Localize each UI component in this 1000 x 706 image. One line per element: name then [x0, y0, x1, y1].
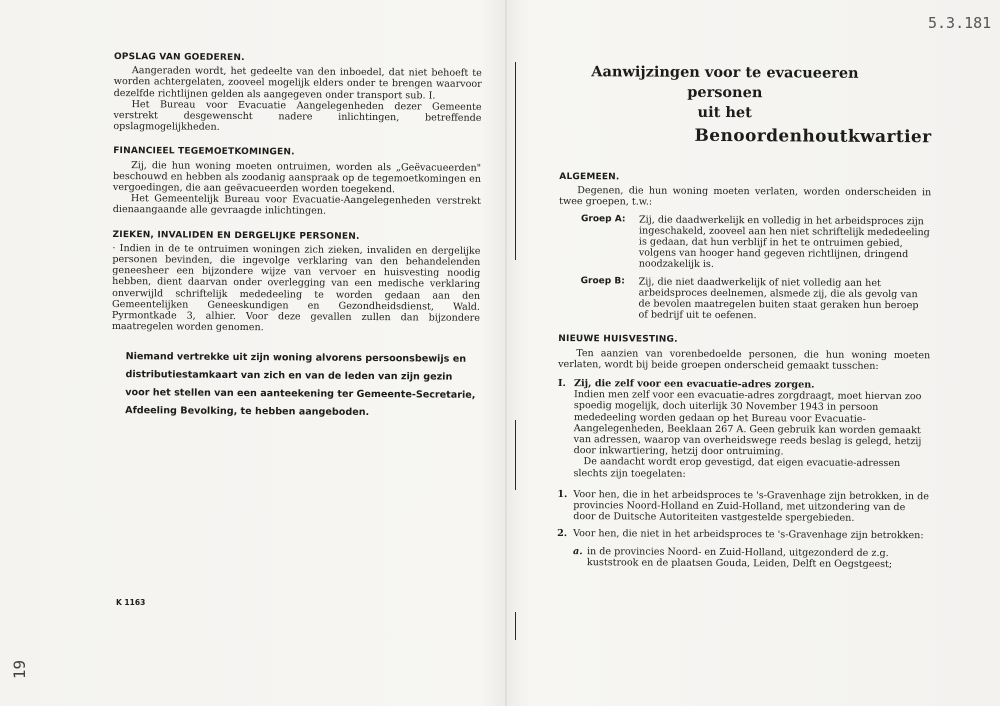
paragraph: Ten aanzien van vorenbedoelde personen, die hun woning moeten verlaten, wordt bij beide groepen onderscheid gemaakt tusschen:	[558, 347, 931, 372]
right-column	[557, 62, 932, 570]
group-label: Groep A:	[581, 213, 626, 225]
paragraph: Het Bureau voor Evacuatie Aangelegenheden dezer Gemeente verstrekt desgewenscht nadere inlichtingen, betreffende opslagmogelijkheden.	[113, 98, 482, 134]
handwritten-page-number: 19	[10, 659, 30, 680]
column-divider	[515, 420, 516, 490]
paragraph: Degenen, die hun woning moeten verlaten, worden onderscheiden in twee groepen, t.w.:	[559, 185, 932, 208]
paragraph: Zij, die hun woning moeten ontruimen, worden als „Geëvacueerden" beschouwd en hebben als zoodanig aanspraak op de tegemoetkomingen en vergoedingen, die aan geëvacueerden worden toegekend.	[112, 159, 482, 196]
section-heading: NIEUWE HUISVESTING.	[558, 334, 678, 346]
item-number: 1.	[557, 488, 568, 500]
section-heading: ALGEMEEN.	[559, 171, 620, 183]
item-number: 2.	[557, 528, 568, 540]
notice-text: Niemand vertrekke uit zijn woning alvorens persoonsbewijs en distributiestamkaart van zich en van de leden van zijn gezin voor het stellen van een aanteekening ter Gemeente-Secretarie, Afdeeling Bevolking, te hebben aangeboden.	[125, 351, 476, 419]
column-divider	[515, 612, 516, 640]
numbered-item	[557, 489, 929, 525]
item-text: Indien men zelf voor een evacuatie-adres zorgdraagt, moet hiervan zoo spoedig mogelijk, doch uiterlijk 30 November 1943 in persoon mededeeling worden gedaan op het Bureau voor Evacuatie-Aangelegenheden, Beeklaan 267 A. Geen gebruik kan worden gemaakt van adressen, waarop van overheidswege reeds beslag is gelegd, hetzij door inkwartiering, hetzij door ontruiming.	[573, 389, 922, 458]
page-fold	[505, 0, 507, 706]
document-title: Aanwijzingen voor te evacueeren personen	[591, 63, 859, 102]
item-text: Voor hen, die in het arbeidsproces te 's-Gravenhage zijn betrokken, in de provincies Noord-Holland en Zuid-Holland, met uitzondering van de door de Duitsche Autoriteiten vastgestelde spergebieden.	[573, 488, 929, 525]
group-label: Groep B:	[580, 275, 625, 287]
paragraph: Het Gemeentelijk Bureau voor Evacuatie-Aangelegenheden verstrekt dienaangaande alle gevraagde inlichtingen.	[112, 193, 481, 218]
numbered-item	[557, 378, 930, 481]
section-heading: ZIEKEN, INVALIDEN EN DERGELIJKE PERSONEN.	[112, 229, 360, 242]
handwritten-annotation: 5.3.181	[928, 14, 992, 32]
sub-item-text: in de provincies Noord- en Zuid-Holland, uitgezonderd de z.g. kuststrook en de plaatsen Gouda, Leiden, Delft en Oegstgeest;	[586, 545, 893, 570]
paragraph: · Indien in de te ontruimen woningen zich zieken, invaliden en dergelijke personen bevinden, die ingevolge verklaring van den behandelenden geneesheer een bijzondere wijze van vervoer en huisvesting noodig hebben, dient daarvan onder overlegging van een medische verklaring onverwijld schriftelijk mededeeling te worden gedaan aan den Gemeentelijken Geneeskundigen en Gezondheidsdienst, Wald. Pyrmontkade 3, alhier. Voor deze gevallen zullen dan bijzondere maatregelen worden genomen.	[111, 242, 481, 334]
section-heading: OPSLAG VAN GOEDEREN.	[113, 52, 245, 64]
item-text: Voor hen, die niet in het arbeidsproces te 's-Gravenhage zijn betrokken:	[573, 528, 924, 542]
item-text: De aandacht wordt erop gevestigd, dat eigen evacuatie-adressen slechts zijn toegelaten:	[573, 456, 901, 480]
item-number: I.	[558, 378, 566, 390]
group-text: Zij, die niet daadwerkelijk of niet volledig aan het arbeidsproces deelnemen, alsmede zij, die als gevolg van de bevolen maatregelen buiten staat geraken hun beroep of bedrijf uit te oefenen.	[638, 276, 919, 322]
group-a	[559, 214, 931, 272]
left-column	[111, 52, 482, 423]
item-heading: Zij, die zelf voor een evacuatie-adres zorgen.	[574, 378, 815, 391]
sub-item-letter: a.	[572, 545, 583, 557]
column-divider	[515, 62, 516, 260]
section-heading: FINANCIEEL TEGEMOETKOMINGEN.	[113, 146, 295, 158]
document-code: K 1163	[116, 598, 146, 607]
numbered-item	[557, 528, 929, 541]
document-title-district: Benoordenhoutkwartier	[694, 125, 932, 148]
group-text: Zij, die daadwerkelijk en volledig in het arbeidsproces zijn ingeschakeld, zooveel aan hen niet schriftelijk mededeeling is gedaan, dat hun verblijf in het te ontruimen gebied, volgens van hooger hand gegeven richtlijnen, dringend noodzakelijk is.	[638, 214, 930, 271]
paragraph: Aangeraden wordt, het gedeelte van den inboedel, dat niet behoeft te worden achtergelaten, zooveel mogelijk elders onder te brengen waarvoor dezelfde richtlijnen gelden als aangegeven onder transport sub. I.	[113, 65, 482, 102]
sub-item	[557, 546, 929, 571]
group-b	[558, 276, 930, 323]
document-title-line2: uit het	[697, 103, 752, 122]
